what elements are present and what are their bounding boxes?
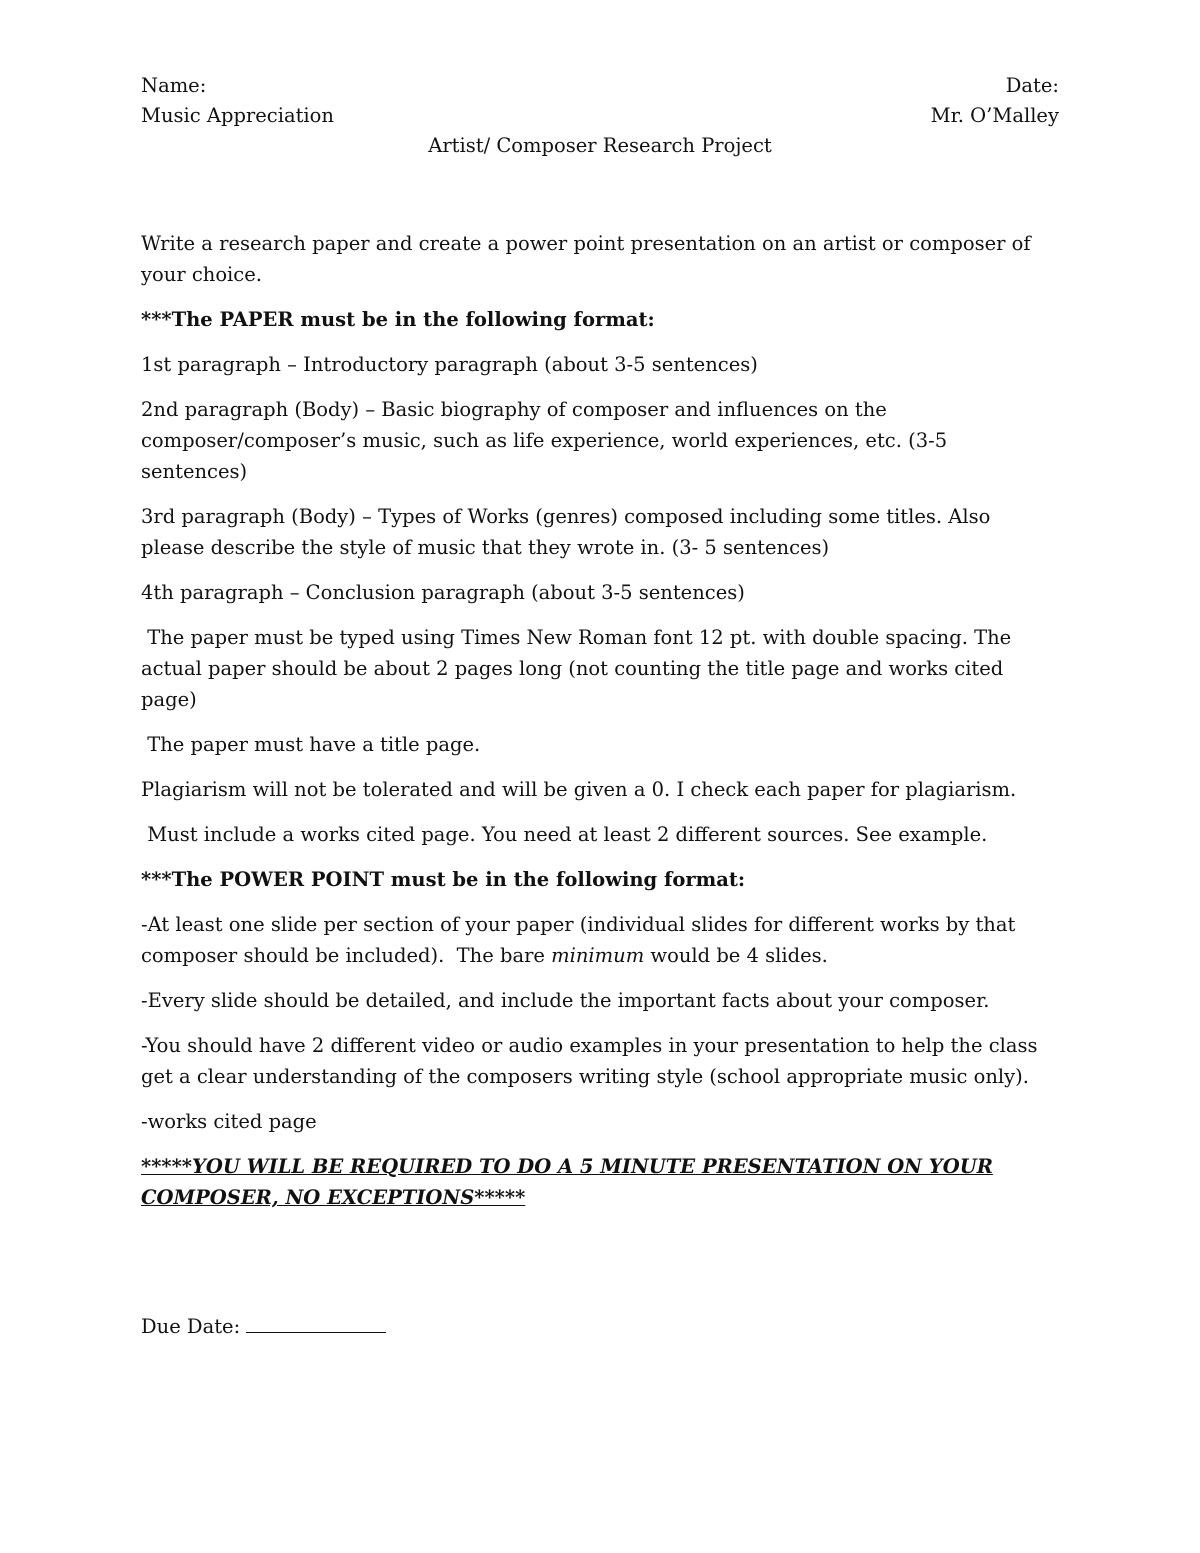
due-date-line xyxy=(141,1310,386,1342)
ppt-item-emphasis: minimum xyxy=(551,944,645,967)
date-label: Date: xyxy=(1005,74,1059,97)
paper-format-heading: ***The PAPER must be in the following format: xyxy=(141,308,655,331)
ppt-item: -works cited page xyxy=(141,1110,317,1133)
header-row-1 xyxy=(141,70,1059,100)
paper-item: 2nd paragraph (Body) – Basic biography of composer and influences on the composer/composer’s music, such as life experience, world experiences, etc. (3-5 sentences) xyxy=(141,398,948,483)
paper-item: Plagiarism will not be tolerated and will be given a 0. I check each paper for plagiarism. xyxy=(141,778,1017,801)
header-row-2 xyxy=(141,100,1059,130)
ppt-item-text: -At least one slide per section of your paper (individual slides for different works by that composer should be included). The bare xyxy=(141,913,1022,967)
due-date-label: Due Date: xyxy=(141,1315,241,1338)
paper-item: The paper must be typed using Times New Roman font 12 pt. with double spacing. The actual paper should be about 2 pages long (not counting the title page and works cited page) xyxy=(141,626,1018,711)
teacher-name: Mr. O’Malley xyxy=(930,104,1059,127)
paper-item: The paper must have a title page. xyxy=(141,733,481,756)
ppt-item-text: would be 4 slides. xyxy=(644,944,828,967)
due-date-blank xyxy=(246,1310,386,1333)
presentation-requirement-note: *****YOU WILL BE REQUIRED TO DO A 5 MINUTE PRESENTATION ON YOUR COMPOSER, NO EXCEPTIONS***** xyxy=(141,1155,993,1209)
ppt-format-heading: ***The POWER POINT must be in the following format: xyxy=(141,868,746,891)
ppt-item: -Every slide should be detailed, and include the important facts about your composer. xyxy=(141,989,990,1012)
paper-item: 1st paragraph – Introductory paragraph (about 3-5 sentences) xyxy=(141,353,758,376)
intro-paragraph: Write a research paper and create a power point presentation on an artist or composer of your choice. xyxy=(141,232,1031,286)
ppt-item xyxy=(141,909,1059,971)
name-label: Name: xyxy=(141,74,207,97)
paper-item: 4th paragraph – Conclusion paragraph (about 3-5 sentences) xyxy=(141,581,745,604)
document-content xyxy=(141,70,1059,1338)
document-title: Artist/ Composer Research Project xyxy=(428,134,772,157)
course-name: Music Appreciation xyxy=(141,104,334,127)
paper-item: Must include a works cited page. You need at least 2 different sources. See example. xyxy=(141,823,988,846)
paper-item: 3rd paragraph (Body) – Types of Works (genres) composed including some titles. Also please describe the style of music that they wrote in. (3- 5 sentences) xyxy=(141,505,991,559)
ppt-item: -You should have 2 different video or audio examples in your presentation to help the class get a clear understanding of the composers writing style (school appropriate music only). xyxy=(141,1034,1038,1088)
